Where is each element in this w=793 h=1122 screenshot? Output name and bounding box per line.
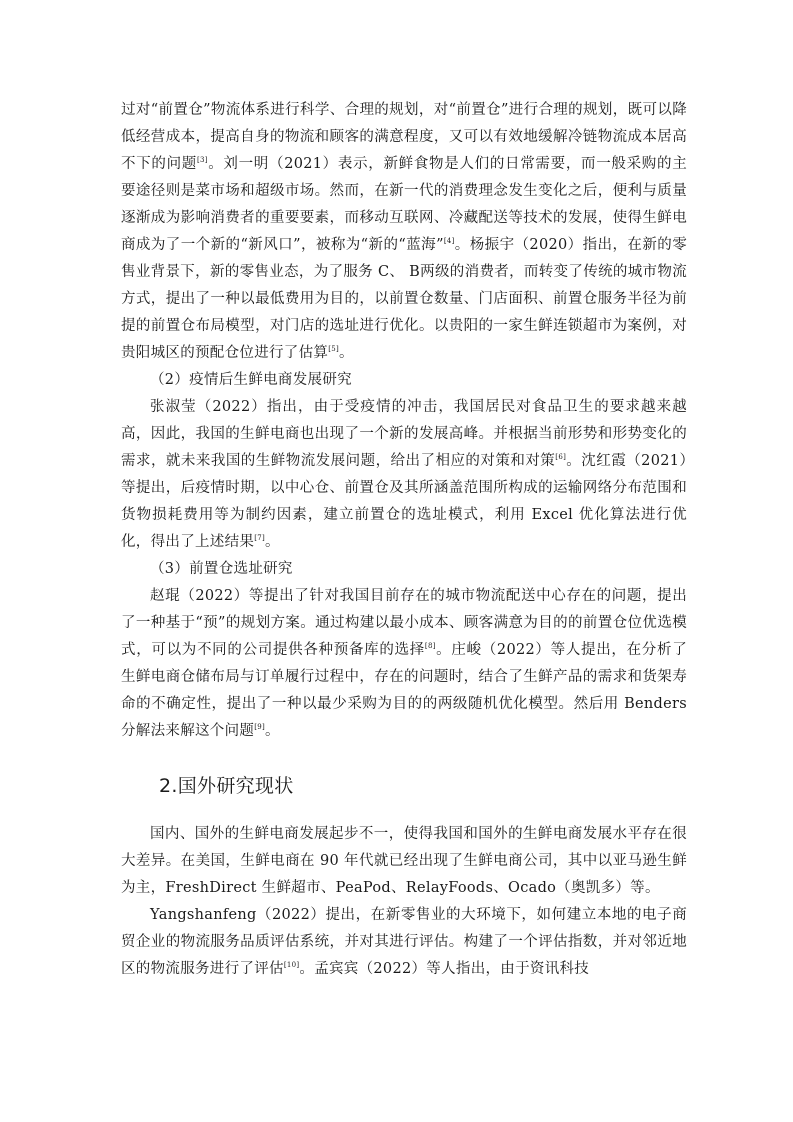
paragraph-text: 。沈红霞（2021）等提出，后疫情时期，以中心仓、前置仓及其所涵盖范围所构成的运输网络分布范围和货物损耗费用等为制约因素，建立前置仓的选址模式，利用 Excel 优化算法进行优化，得出了上述结果 [121,453,688,550]
paragraph-text: （3）前置仓选址研究 [150,561,293,577]
body-paragraph [121,583,687,745]
paragraph-text: 。杨振宇（2020）指出，在新的零售业背景下，新的零售业态，为了服务 C、 B两级的消费者，而转变了传统的城市物流方式，提出了一种以最低费用为目的，以前置仓数量、门店面积、前置仓服务半径为前提的前置仓布局模型，对门店的选址进行优化。以贵阳的一家生鲜连锁超市为案例，对贵阳城区的预配仓位进行了估算 [121,237,687,361]
paragraph-text: 。庄峻（2022）等人提出，在分析了生鲜电商仓储布局与订单履行过程中，存在的问题时，结合了生鲜产品的需求和货架寿命的不确定性，提出了一种以最少采购为目的的两级随机优化模型。然后用 Benders 分解法来解这个问题 [121,642,687,739]
paragraph-text: 过对“前置仓”物流体系进行科学、合理的规划，对“前置仓”进行合理的规划，既可以降低经营成本，提高自身的物流和顾客的满意程度，又可以有效地缓解冷链物流成本居高不下的问题 [121,102,687,172]
paragraph-text: 赵琨（2022）等提出了针对我国目前存在的城市物流配送中心存在的问题，提出了一种基于“预”的规划方案。通过构建以最小成本、顾客满意为目的的前置仓位优选模式，可以为不同的公司提供各种预备库的选择 [121,588,687,658]
body-paragraph [121,394,687,556]
body-paragraph [121,902,687,983]
document-body [121,97,687,983]
citation-ref: [5] [328,345,340,354]
citation-ref: [6] [555,453,567,462]
paragraph-text: Yangshanfeng（2022）提出，在新零售业的大环境下，如何建立本地的电子商贸企业的物流服务品质评估系统，并对其进行评估。构建了一个评估指数，并对邻近地区的物流服务进行了评估 [121,907,687,977]
subsection-heading [121,556,687,583]
section-heading [159,773,687,799]
citation-ref: [3] [196,156,208,165]
subsection-heading [121,367,687,394]
paragraph-text: 国内、国外的生鲜电商发展起步不一，使得我国和国外的生鲜电商发展水平存在很大差异。在美国，生鲜电商在 90 年代就已经出现了生鲜电商公司，其中以亚马逊生鲜为主，FreshDirect 生鲜超市、PeaPod、RelayFoods、Ocado（奥凯多）等。 [121,826,687,896]
paragraph-text: 2.国外研究现状 [159,775,294,797]
paragraph-text: 。孟宾宾（2022）等人指出，由于资讯科技 [299,961,590,977]
paragraph-text: 张淑莹（2022）指出，由于受疫情的冲击，我国居民对食品卫生的要求越来越高，因此，我国的生鲜电商也出现了一个新的发展高峰。并根据当前形势和形势变化的需求，就未来我国的生鲜物流发展问题，给出了相应的对策和对策 [121,399,687,469]
citation-ref: [8] [424,642,436,651]
citation-ref: [4] [443,237,455,246]
paragraph-text: 。 [265,534,280,550]
paragraph-text: （2）疫情后生鲜电商发展研究 [150,372,352,388]
citation-ref: [10] [283,961,300,970]
body-paragraph [121,821,687,902]
citation-ref: [9] [254,723,266,732]
paragraph-text: 。刘一明（2021）表示，新鲜食物是人们的日常需要，而一般采购的主要途径则是菜市场和超级市场。然而，在新一代的消费理念发生变化之后，便利与质量逐渐成为影响消费者的重要要素，而移动互联网、冷藏配送等技术的发展，使得生鲜电商成为了一个新的“新风口”，被称为“新的“蓝海” [121,156,687,253]
paragraph-text: 。 [265,723,280,739]
paragraph-text: 。 [339,345,354,361]
body-paragraph [121,97,687,367]
citation-ref: [7] [254,534,266,543]
